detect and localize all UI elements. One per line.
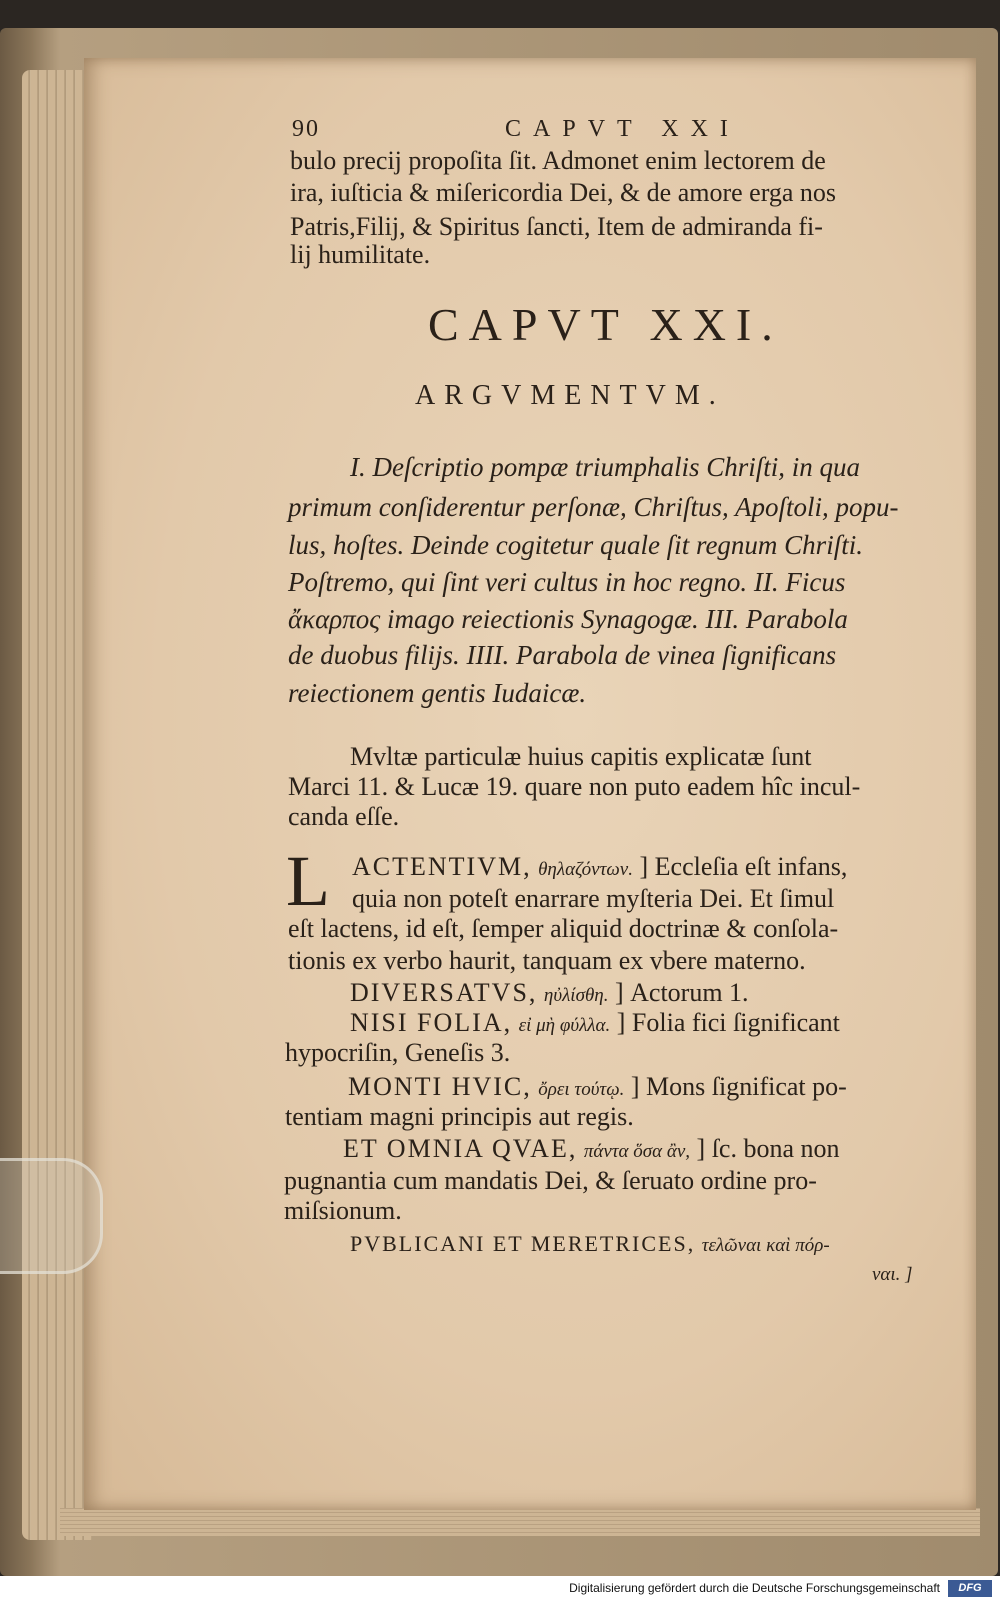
- chapter-title: CAPVT XXI.: [428, 299, 783, 350]
- continuation-line: ira, iuſticia & miſericordia Dei, & de amore erga nos: [290, 178, 837, 207]
- argument-line: I. Deſcriptio pompæ triumphalis Chriſti, in qua: [350, 452, 861, 482]
- entry-et-omnia: [343, 1134, 840, 1167]
- entry-nisi-folia: [350, 1008, 840, 1041]
- lemma: DIVERSATVS,: [350, 978, 538, 1007]
- entry-text: ] Eccleſia eſt infans,: [639, 852, 848, 881]
- lemma: ET OMNIA QVAE,: [343, 1134, 578, 1163]
- entry-text: ] ſc. bona non: [696, 1134, 840, 1163]
- entry-line: pugnantia cum mandatis Dei, & ſeruato ordine pro-: [284, 1166, 817, 1195]
- intro-line: Mvltæ particulæ huius capitis explicatæ ſunt: [350, 742, 812, 771]
- entry-lactentium: [352, 852, 847, 885]
- dfg-logo: DFG: [948, 1580, 992, 1597]
- entry-monti-huic: [348, 1072, 847, 1105]
- continuation-line: bulo precij propoſita ſit. Admonet enim lectorem de: [290, 146, 826, 175]
- argument-line: primum conſiderentur perſonæ, Chriſtus, Apoſtoli, popu-: [288, 492, 899, 522]
- footer-credit: Digitalisierung gefördert durch die Deutsche Forschungsgemeinschaft: [569, 1581, 940, 1595]
- entry-text: ] Actorum 1.: [614, 978, 749, 1007]
- running-title: CAPVT XXI: [505, 116, 740, 142]
- greek-gloss: εἰ μὴ φύλλα.: [518, 1015, 611, 1036]
- entry-line: miſsionum.: [284, 1196, 402, 1225]
- greek-gloss: πάντα ὅσα ἂν,: [583, 1141, 691, 1162]
- greek-gloss: ηὐλίσθη.: [543, 985, 609, 1006]
- intro-line: canda eſſe.: [288, 802, 400, 831]
- bottom-page-edges: [60, 1508, 980, 1536]
- argument-line: ἄκαρπος imago reiectionis Synagogæ. III. Parabola: [288, 604, 848, 634]
- continuation-line: Patris,Filij, & Spiritus ſancti, Item de admiranda fi-: [290, 212, 823, 241]
- greek-gloss: ὄρει τούτῳ.: [538, 1079, 625, 1100]
- drop-cap: L: [286, 841, 330, 921]
- argument-line: reiectionem gentis Iudaicæ.: [288, 678, 587, 708]
- page-edges: [22, 70, 92, 1540]
- lemma: MONTI HVIC,: [348, 1072, 532, 1101]
- argument-line: de duobus filijs. IIII. Parabola de vinea ſignificans: [288, 640, 837, 670]
- entry-publicani: [350, 1228, 830, 1261]
- argument-line: lus, hoſtes. Deinde cogitetur quale ſit regnum Chriſti.: [288, 530, 863, 560]
- continuation-line: lij humilitate.: [290, 240, 431, 269]
- greek-gloss: θηλαζόντων.: [538, 859, 633, 880]
- intro-line: Marci 11. & Lucæ 19. quare non puto eadem hîc incul-: [288, 772, 861, 801]
- entry-diversatus: [350, 978, 749, 1011]
- lemma: PVBLICANI ET MERETRICES,: [350, 1231, 696, 1256]
- greek-gloss: τελῶναι καὶ πόρ-: [701, 1235, 830, 1256]
- lemma: NISI FOLIA,: [350, 1008, 513, 1037]
- footer-bar: [0, 1576, 1000, 1603]
- entry-line: tionis ex verbo haurit, tanquam ex vbere materno.: [288, 946, 806, 975]
- argument-line: Poſtremo, qui ſint veri cultus in hoc regno. II. Ficus: [288, 567, 846, 597]
- page-clip: [0, 1158, 103, 1274]
- argument-heading: ARGVMENTVM.: [415, 380, 725, 411]
- entry-text: ] Folia fici ſignificant: [616, 1008, 840, 1037]
- entry-line: quia non poteſt enarrare myſteria Dei. Et ſimul: [352, 884, 835, 913]
- entry-text: ] Mons ſignificat po-: [630, 1072, 847, 1101]
- entry-line: tentiam magni principis aut regis.: [285, 1102, 634, 1131]
- page-number: 90: [292, 116, 320, 142]
- lemma: ACTENTIVM,: [352, 852, 532, 881]
- entry-line: hypocriſin, Geneſis 3.: [285, 1038, 511, 1067]
- entry-line: ναι. ]: [872, 1264, 913, 1285]
- entry-line: eſt lactens, id eſt, ſemper aliquid doctrinæ & conſola-: [288, 914, 839, 943]
